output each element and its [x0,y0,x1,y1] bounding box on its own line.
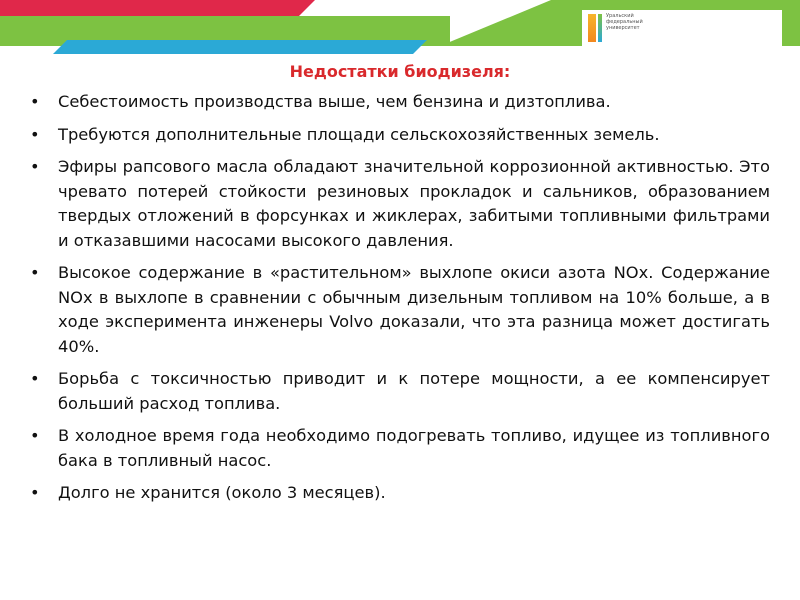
header-red-stripe [0,0,315,16]
university-logo-accent [598,14,602,42]
university-logo-icon [588,14,596,42]
bullet-item: • Требуются дополнительные площади сельскохозяйственных земель. [30,123,770,148]
bullet-item: • Высокое содержание в «растительном» выхлопе окиси азота NOx. Содержание NOx в выхлопе в сравнении с обычным дизельным топливом на 10% больше, а в ходе эксперимента инженеры Volvo доказали, что эта разница может достигать 40%. [30,261,770,359]
bullet-item: • Себестоимость производства выше, чем бензина и дизтоплива. [30,90,770,115]
header-blue-stripe [53,40,427,54]
bullet-item: • Долго не хранится (около 3 месяцев). [30,481,770,506]
bullet-item: • Эфиры рапсового масла обладают значительной коррозионной активностью. Это чревато потерей стойкости резиновых прокладок и сальников, образованием твердых отложений в форсунках и жиклерах, забитыми топливными фильтрами и отказавшими насосами высокого давления. [30,155,770,253]
bullet-item: • Борьба с токсичностью приводит и к потере мощности, а ее компенсирует больший расход топлива. [30,367,770,416]
bullet-item: • В холодное время года необходимо подогревать топливо, идущее из топливного бака в топливный насос. [30,424,770,473]
university-logo-text: Уральский федеральный университет [606,13,643,31]
slide-title: Недостатки биодизеля: [289,62,511,81]
university-logo [582,10,782,46]
bullet-list [30,90,770,514]
